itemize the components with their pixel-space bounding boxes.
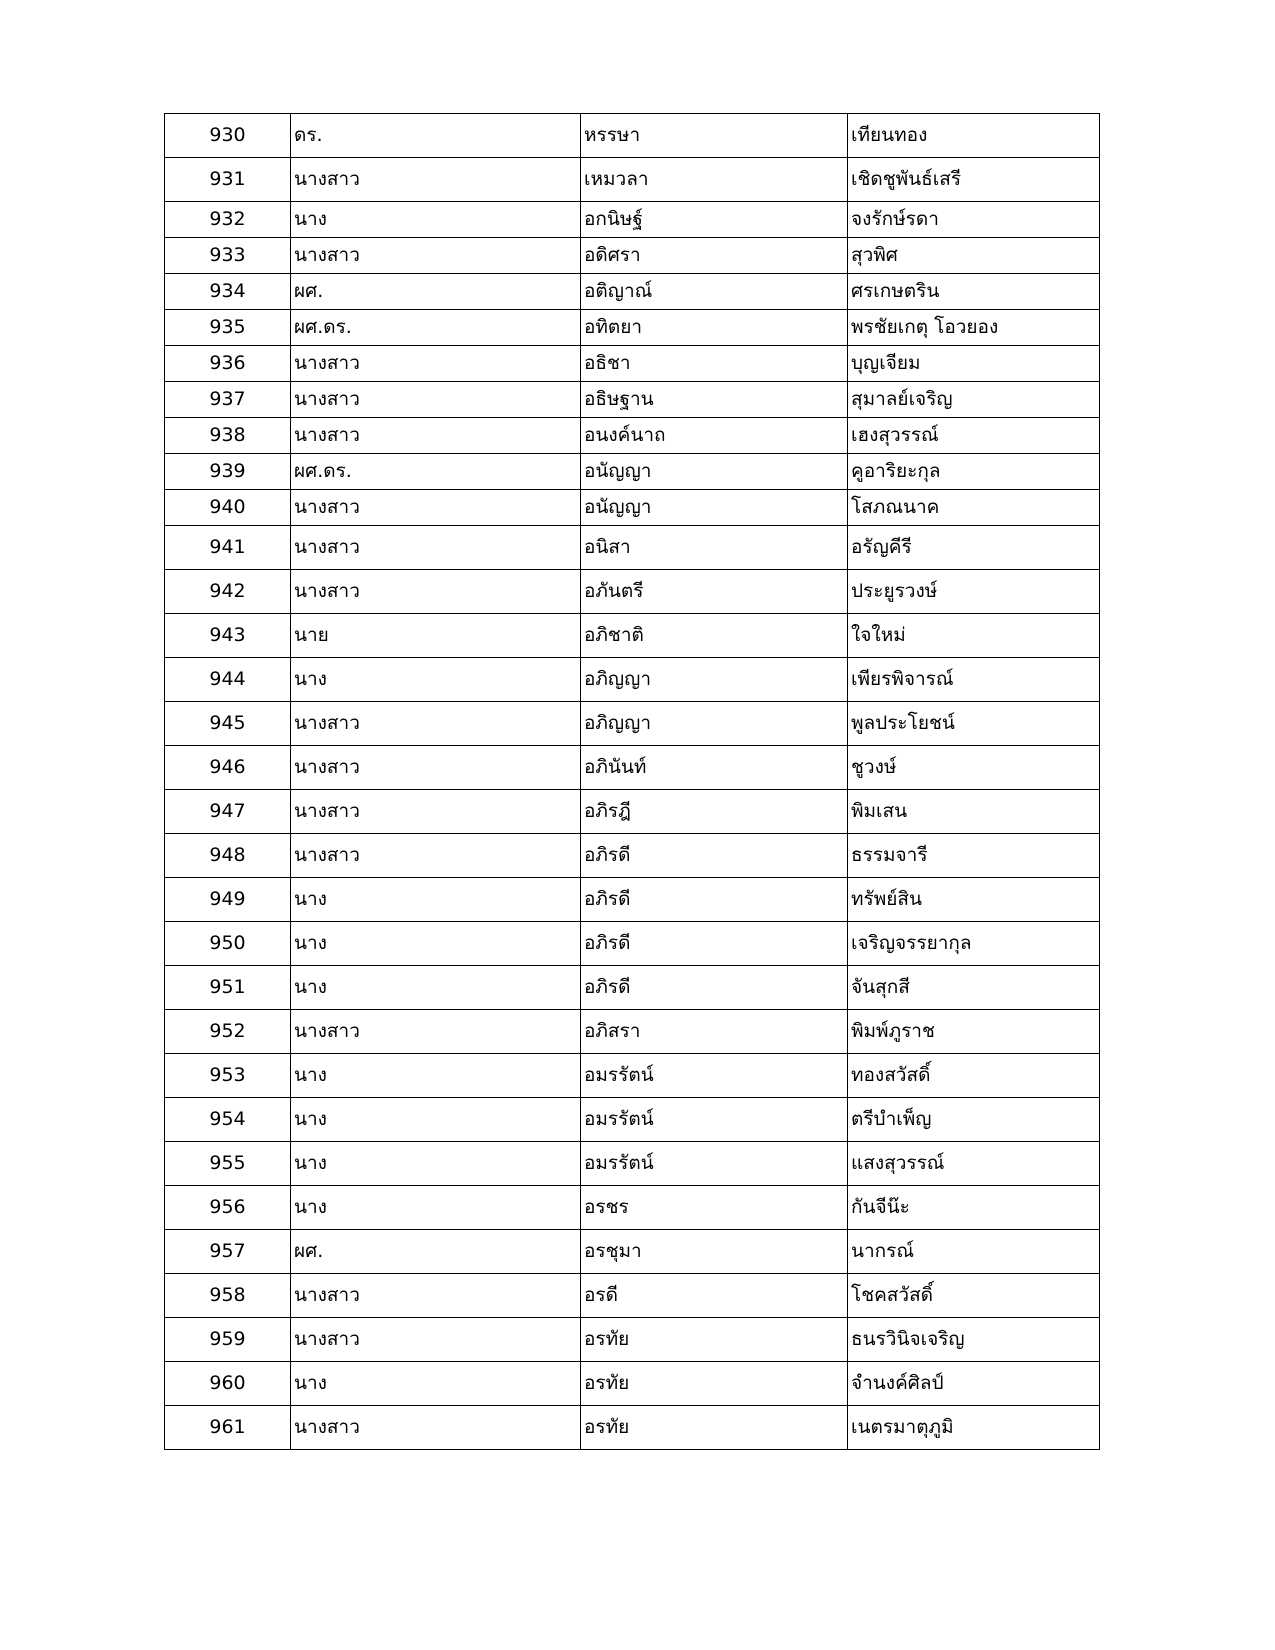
first-name-cell: อทิตยา <box>581 310 848 346</box>
title-cell: นางสาว <box>291 1010 581 1054</box>
title-cell: ผศ. <box>291 1230 581 1274</box>
first-name-cell: อนัญญา <box>581 454 848 490</box>
title-cell: นาง <box>291 658 581 702</box>
title-cell: นางสาว <box>291 418 581 454</box>
row-number-cell: 954 <box>165 1098 291 1142</box>
row-number-cell: 951 <box>165 966 291 1010</box>
first-name-cell: อภิรดี <box>581 966 848 1010</box>
row-number-cell: 932 <box>165 202 291 238</box>
table-row <box>165 238 1100 274</box>
row-number-cell: 959 <box>165 1318 291 1362</box>
table-row <box>165 526 1100 570</box>
table-row <box>165 878 1100 922</box>
table-row <box>165 418 1100 454</box>
row-number-cell: 947 <box>165 790 291 834</box>
title-cell: นาง <box>291 1362 581 1406</box>
last-name-cell: โชคสวัสดิ์ <box>848 1274 1100 1318</box>
first-name-cell: อภิชาติ <box>581 614 848 658</box>
name-roster-table <box>164 113 1100 1450</box>
last-name-cell: เจริญจรรยากุล <box>848 922 1100 966</box>
title-cell: นาง <box>291 1186 581 1230</box>
row-number-cell: 934 <box>165 274 291 310</box>
row-number-cell: 941 <box>165 526 291 570</box>
first-name-cell: อมรรัตน์ <box>581 1054 848 1098</box>
row-number-cell: 955 <box>165 1142 291 1186</box>
last-name-cell: สุวพิศ <box>848 238 1100 274</box>
table-row <box>165 570 1100 614</box>
row-number-cell: 961 <box>165 1406 291 1450</box>
title-cell: ดร. <box>291 114 581 158</box>
last-name-cell: อรัญคีรี <box>848 526 1100 570</box>
table-row <box>165 922 1100 966</box>
first-name-cell: อนัญญา <box>581 490 848 526</box>
last-name-cell: นากรณ์ <box>848 1230 1100 1274</box>
first-name-cell: อรชุมา <box>581 1230 848 1274</box>
table-row <box>165 114 1100 158</box>
title-cell: นางสาว <box>291 834 581 878</box>
row-number-cell: 946 <box>165 746 291 790</box>
first-name-cell: อติญาณ์ <box>581 274 848 310</box>
last-name-cell: ศรเกษตริน <box>848 274 1100 310</box>
last-name-cell: พิมเสน <box>848 790 1100 834</box>
table-row <box>165 382 1100 418</box>
row-number-cell: 957 <box>165 1230 291 1274</box>
title-cell: นางสาว <box>291 1318 581 1362</box>
last-name-cell: โสภณนาค <box>848 490 1100 526</box>
row-number-cell: 953 <box>165 1054 291 1098</box>
last-name-cell: เนตรมาตุภูมิ <box>848 1406 1100 1450</box>
table-row <box>165 1318 1100 1362</box>
last-name-cell: พูลประโยชน์ <box>848 702 1100 746</box>
title-cell: นางสาว <box>291 1406 581 1450</box>
row-number-cell: 937 <box>165 382 291 418</box>
row-number-cell: 940 <box>165 490 291 526</box>
last-name-cell: ประยูรวงษ์ <box>848 570 1100 614</box>
title-cell: นาง <box>291 1098 581 1142</box>
row-number-cell: 956 <box>165 1186 291 1230</box>
last-name-cell: ธนรวินิจเจริญ <box>848 1318 1100 1362</box>
row-number-cell: 933 <box>165 238 291 274</box>
table-row <box>165 966 1100 1010</box>
first-name-cell: อธิชา <box>581 346 848 382</box>
table-row <box>165 1186 1100 1230</box>
last-name-cell: ชูวงษ์ <box>848 746 1100 790</box>
last-name-cell: เฮงสุวรรณ์ <box>848 418 1100 454</box>
row-number-cell: 936 <box>165 346 291 382</box>
row-number-cell: 945 <box>165 702 291 746</box>
row-number-cell: 942 <box>165 570 291 614</box>
roster-body <box>165 114 1100 1450</box>
table-row <box>165 1010 1100 1054</box>
table-row <box>165 1230 1100 1274</box>
table-row <box>165 346 1100 382</box>
first-name-cell: อภินันท์ <box>581 746 848 790</box>
first-name-cell: อภิสรา <box>581 1010 848 1054</box>
row-number-cell: 949 <box>165 878 291 922</box>
table-row <box>165 1098 1100 1142</box>
first-name-cell: อรชร <box>581 1186 848 1230</box>
table-row <box>165 310 1100 346</box>
title-cell: นางสาว <box>291 570 581 614</box>
title-cell: ผศ.ดร. <box>291 310 581 346</box>
first-name-cell: หรรษา <box>581 114 848 158</box>
title-cell: นางสาว <box>291 382 581 418</box>
table-row <box>165 274 1100 310</box>
first-name-cell: อนิสา <box>581 526 848 570</box>
title-cell: ผศ. <box>291 274 581 310</box>
first-name-cell: อรทัย <box>581 1318 848 1362</box>
first-name-cell: อดิศรา <box>581 238 848 274</box>
title-cell: นาง <box>291 878 581 922</box>
row-number-cell: 939 <box>165 454 291 490</box>
table-row <box>165 746 1100 790</box>
first-name-cell: อภิญญา <box>581 658 848 702</box>
table-row <box>165 1362 1100 1406</box>
table-row <box>165 658 1100 702</box>
last-name-cell: แสงสุวรรณ์ <box>848 1142 1100 1186</box>
first-name-cell: อมรรัตน์ <box>581 1142 848 1186</box>
title-cell: นาง <box>291 202 581 238</box>
first-name-cell: อภิญญา <box>581 702 848 746</box>
first-name-cell: อกนิษฐ์ <box>581 202 848 238</box>
table-row <box>165 158 1100 202</box>
title-cell: นางสาว <box>291 526 581 570</box>
last-name-cell: จำนงค์ศิลป์ <box>848 1362 1100 1406</box>
last-name-cell: จงรักษ์รดา <box>848 202 1100 238</box>
first-name-cell: อภิรดี <box>581 834 848 878</box>
row-number-cell: 960 <box>165 1362 291 1406</box>
table-row <box>165 702 1100 746</box>
first-name-cell: อภิรฎี <box>581 790 848 834</box>
row-number-cell: 935 <box>165 310 291 346</box>
title-cell: นาง <box>291 966 581 1010</box>
last-name-cell: บุญเจียม <box>848 346 1100 382</box>
last-name-cell: ทรัพย์สิน <box>848 878 1100 922</box>
title-cell: นาง <box>291 1054 581 1098</box>
row-number-cell: 944 <box>165 658 291 702</box>
last-name-cell: ใจใหม่ <box>848 614 1100 658</box>
row-number-cell: 958 <box>165 1274 291 1318</box>
title-cell: นางสาว <box>291 1274 581 1318</box>
first-name-cell: อธิษฐาน <box>581 382 848 418</box>
row-number-cell: 931 <box>165 158 291 202</box>
first-name-cell: อมรรัตน์ <box>581 1098 848 1142</box>
table-row <box>165 1142 1100 1186</box>
last-name-cell: ตรีบำเพ็ญ <box>848 1098 1100 1142</box>
last-name-cell: เทียนทอง <box>848 114 1100 158</box>
last-name-cell: เพียรพิจารณ์ <box>848 658 1100 702</box>
row-number-cell: 943 <box>165 614 291 658</box>
last-name-cell: จันสุกสี <box>848 966 1100 1010</box>
row-number-cell: 950 <box>165 922 291 966</box>
first-name-cell: อนงค์นาถ <box>581 418 848 454</box>
first-name-cell: อรดี <box>581 1274 848 1318</box>
table-row <box>165 202 1100 238</box>
row-number-cell: 952 <box>165 1010 291 1054</box>
last-name-cell: ทองสวัสดิ์ <box>848 1054 1100 1098</box>
title-cell: นางสาว <box>291 346 581 382</box>
title-cell: นาง <box>291 922 581 966</box>
row-number-cell: 938 <box>165 418 291 454</box>
table-row <box>165 834 1100 878</box>
table-row <box>165 614 1100 658</box>
title-cell: นาง <box>291 1142 581 1186</box>
row-number-cell: 948 <box>165 834 291 878</box>
table-row <box>165 790 1100 834</box>
title-cell: นางสาว <box>291 790 581 834</box>
last-name-cell: คูอาริยะกุล <box>848 454 1100 490</box>
title-cell: นาย <box>291 614 581 658</box>
last-name-cell: เชิดชูพันธ์เสรี <box>848 158 1100 202</box>
table-row <box>165 1406 1100 1450</box>
title-cell: นางสาว <box>291 702 581 746</box>
last-name-cell: ธรรมจารี <box>848 834 1100 878</box>
table-row <box>165 490 1100 526</box>
title-cell: ผศ.ดร. <box>291 454 581 490</box>
title-cell: นางสาว <box>291 490 581 526</box>
first-name-cell: เหมวลา <box>581 158 848 202</box>
last-name-cell: สุมาลย์เจริญ <box>848 382 1100 418</box>
first-name-cell: อรทัย <box>581 1406 848 1450</box>
last-name-cell: พิมพ์ภูราช <box>848 1010 1100 1054</box>
row-number-cell: 930 <box>165 114 291 158</box>
last-name-cell: พรชัยเกตุ โอวยอง <box>848 310 1100 346</box>
title-cell: นางสาว <box>291 746 581 790</box>
last-name-cell: กันจีน๊ะ <box>848 1186 1100 1230</box>
first-name-cell: อภิรดี <box>581 922 848 966</box>
first-name-cell: อภันตรี <box>581 570 848 614</box>
title-cell: นางสาว <box>291 158 581 202</box>
first-name-cell: อภิรดี <box>581 878 848 922</box>
table-row <box>165 1054 1100 1098</box>
table-row <box>165 1274 1100 1318</box>
title-cell: นางสาว <box>291 238 581 274</box>
table-row <box>165 454 1100 490</box>
first-name-cell: อรทัย <box>581 1362 848 1406</box>
